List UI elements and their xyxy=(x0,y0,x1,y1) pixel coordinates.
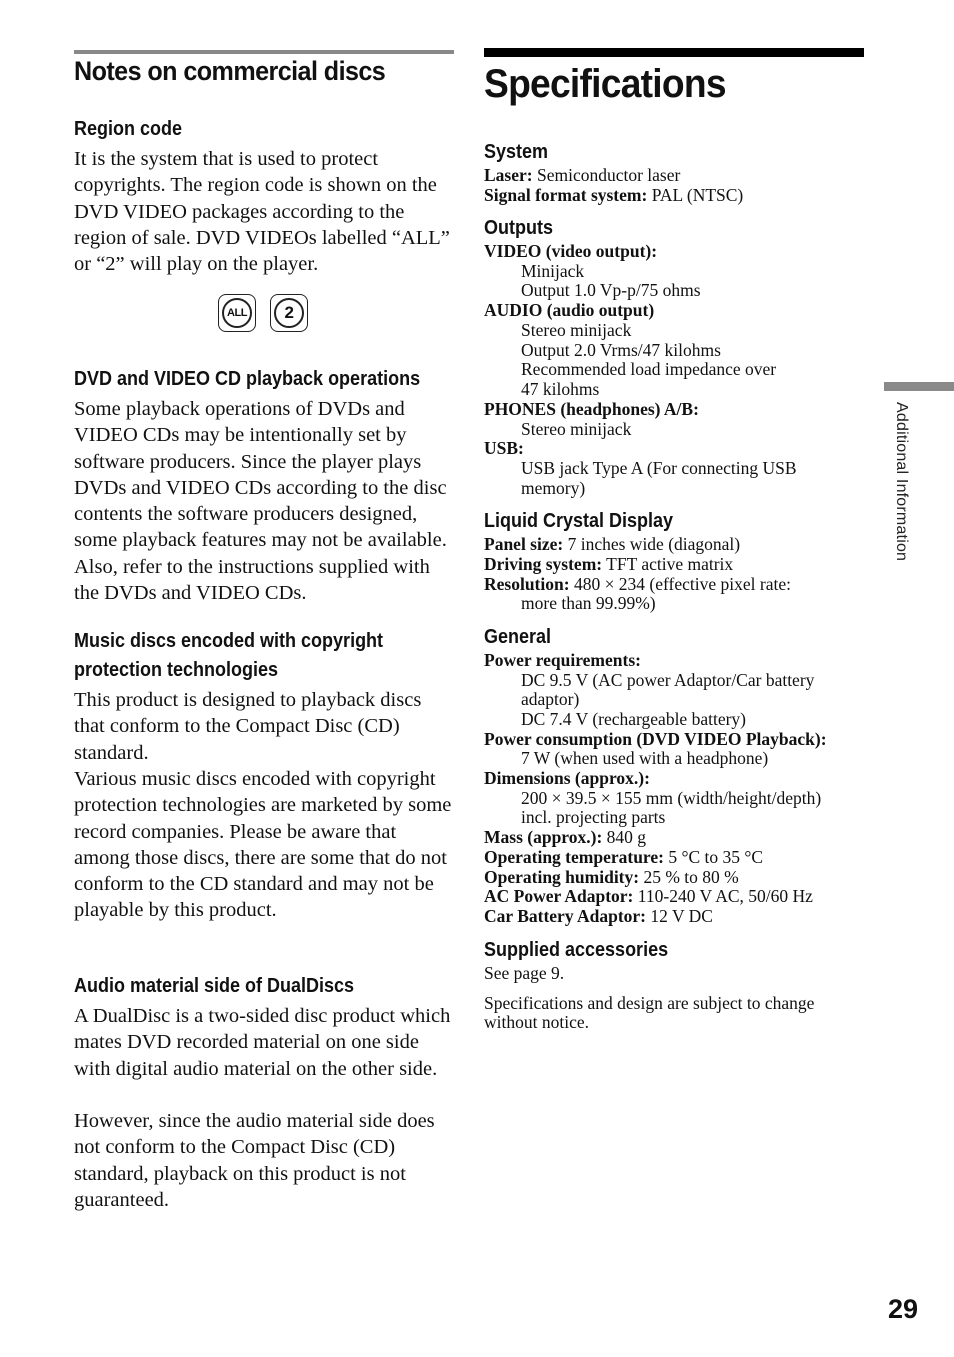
region-code-heading: Region code xyxy=(74,118,183,140)
region-all-logo xyxy=(218,294,256,332)
spec-usb-2: memory) xyxy=(521,478,586,498)
spec-audio-4: 47 kilohms xyxy=(521,379,600,399)
spec-resolution-2: more than 99.99%) xyxy=(521,593,656,613)
music-discs-text-1: This product is designed to playback discs that conform to the Compact Disc (CD) standard. xyxy=(74,689,422,764)
region-logos xyxy=(218,294,308,332)
spec-power-label: Power requirements: xyxy=(484,650,641,670)
accessories-heading: Supplied accessories xyxy=(484,939,669,961)
spec-audio-2: Output 2.0 Vrms/47 kilohms xyxy=(521,340,721,360)
section-rule xyxy=(484,48,864,57)
region-2-mark: 2 xyxy=(274,298,304,328)
spec-power-1: DC 9.5 V (AC power Adaptor/Car battery xyxy=(521,670,815,690)
region-all-mark: ALL xyxy=(222,298,252,328)
music-discs-text-2: Various music discs encoded with copyright protection technologies are marketed by some record companies. Please be aware that among those discs, there are some that do not conform to the CD standard and may not be playable by this product. xyxy=(74,768,452,922)
playback-heading: DVD and VIDEO CD playback operations xyxy=(74,368,421,390)
spec-signal-format: Signal format system: PAL (NTSC) xyxy=(484,185,744,205)
spec-dimensions-label: Dimensions (approx.): xyxy=(484,768,650,788)
spec-resolution: Resolution: 480 × 234 (effective pixel rate: xyxy=(484,574,791,594)
region-code-text: It is the system that is used to protect copyrights. The region code is shown on the DVD VIDEO packages according to the region of sale. DVD VIDEOs labelled “ALL” or “2” will play on the player. xyxy=(74,148,450,276)
playback-text: Some playback operations of DVDs and VIDEO CDs may be intentionally set by software producers. Since the player plays DVDs and VIDEO CDs according to the disc contents the software producers designed, some playback features may not be available. Also, refer to the instructions supplied with the DVDs and VIDEO CDs. xyxy=(74,398,447,605)
spec-phones-label: PHONES (headphones) A/B: xyxy=(484,399,699,419)
spec-panel-size: Panel size: 7 inches wide (diagonal) xyxy=(484,534,741,554)
music-discs-heading-2: protection technologies xyxy=(74,659,279,681)
spec-operating-temperature: Operating temperature: 5 °C to 35 °C xyxy=(484,847,764,867)
music-discs-heading-1: Music discs encoded with copyright xyxy=(74,630,384,652)
system-heading: System xyxy=(484,141,549,163)
region-2-logo xyxy=(270,294,308,332)
spec-power-3: DC 7.4 V (rechargeable battery) xyxy=(521,709,746,729)
spec-ac-power-adaptor: AC Power Adaptor: 110-240 V AC, 50/60 Hz xyxy=(484,886,813,906)
dualdisc-text-1: A DualDisc is a two-sided disc product which mates DVD recorded material on one side with digital audio material on the other side. xyxy=(74,1005,451,1080)
spec-power-2: adaptor) xyxy=(521,689,580,709)
accessories-text: See page 9. xyxy=(484,963,565,983)
spec-operating-humidity: Operating humidity: 25 % to 80 % xyxy=(484,867,739,887)
spec-video-label: VIDEO (video output): xyxy=(484,241,658,261)
spec-mass: Mass (approx.): 840 g xyxy=(484,827,647,847)
lcd-heading: Liquid Crystal Display xyxy=(484,510,674,532)
spec-audio-3: Recommended load impedance over xyxy=(521,359,777,379)
section-rule xyxy=(74,50,454,54)
outputs-heading: Outputs xyxy=(484,217,553,239)
spec-audio-1: Stereo minijack xyxy=(521,320,632,340)
spec-dimensions-1: 200 × 39.5 × 155 mm (width/height/depth) xyxy=(521,788,822,808)
dualdisc-heading: Audio material side of DualDiscs xyxy=(74,975,355,997)
spec-driving-system: Driving system: TFT active matrix xyxy=(484,554,734,574)
section-tab-marker xyxy=(884,382,954,391)
spec-audio-label: AUDIO (audio output) xyxy=(484,300,655,320)
dualdisc-text-2: However, since the audio material side does not conform to the Compact Disc (CD) standard, playback on this product is not guaranteed. xyxy=(74,1110,435,1211)
spec-video-1: Minijack xyxy=(521,261,585,281)
spec-laser: Laser: Semiconductor laser xyxy=(484,165,681,185)
notice-line-2: without notice. xyxy=(484,1012,589,1032)
spec-phones-1: Stereo minijack xyxy=(521,419,632,439)
spec-video-2: Output 1.0 Vp-p/75 ohms xyxy=(521,280,701,300)
section-side-label: Additional Information xyxy=(893,402,910,562)
spec-car-battery-adaptor: Car Battery Adaptor: 12 V DC xyxy=(484,906,713,926)
spec-usb-1: USB jack Type A (For connecting USB xyxy=(521,458,797,478)
spec-consumption-label: Power consumption (DVD VIDEO Playback): xyxy=(484,729,827,749)
general-heading: General xyxy=(484,626,552,648)
notes-title: Notes on commercial discs xyxy=(74,56,386,86)
spec-usb-label: USB: xyxy=(484,438,524,458)
page-number: 29 xyxy=(888,1294,919,1324)
spec-consumption-1: 7 W (when used with a headphone) xyxy=(521,748,769,768)
notice-line-1: Specifications and design are subject to change xyxy=(484,993,815,1013)
spec-dimensions-2: incl. projecting parts xyxy=(521,807,666,827)
specifications-title: Specifications xyxy=(484,62,726,106)
